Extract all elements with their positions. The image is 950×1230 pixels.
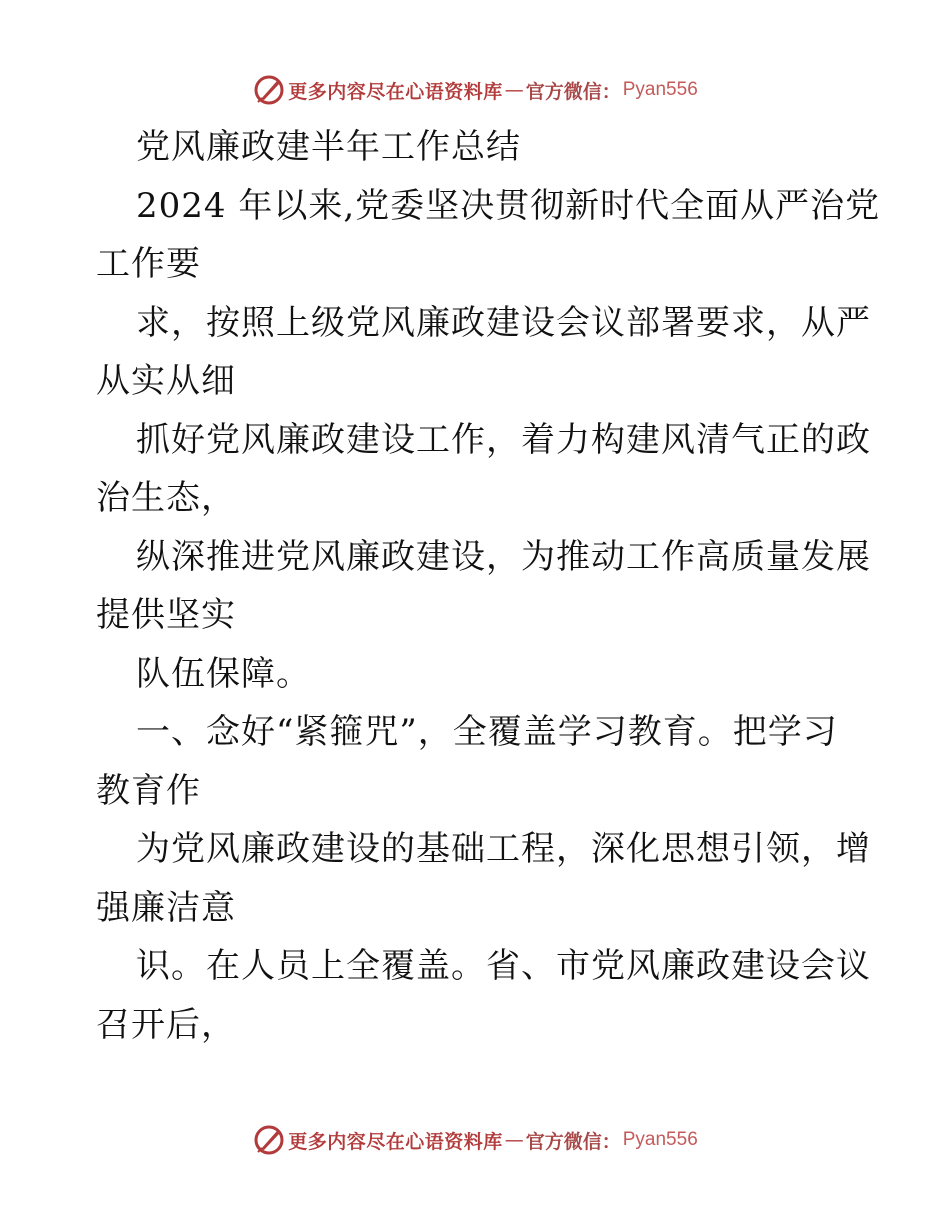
watermark-footer [0, 1120, 950, 1160]
paragraph-line: 识。在人员上全覆盖。省、市党风廉政建设会议 [136, 946, 871, 986]
watermark-id: Pyan556 [622, 79, 698, 100]
paragraph-line: 求，按照上级党风廉政建设会议部署要求，从严 [136, 302, 871, 343]
watermark-text: 更多内容尽在心语资料库 [288, 1130, 503, 1153]
section-heading-line: 一、念好“紧箍咒”，全覆盖学习教育。把学习 [136, 712, 838, 752]
paragraph-line: 召开后， [96, 1004, 236, 1045]
watermark-label: 官方微信： [525, 80, 621, 103]
paragraph-line: 抓好党风廉政建设工作，着力构建风清气正的政 [136, 419, 871, 460]
paragraph-line: 工作要 [96, 244, 201, 284]
paragraph-line: 纵深推进党风廉政建设，为推动工作高质量发展 [136, 536, 871, 577]
paragraph-line: 教育作 [96, 770, 201, 811]
document-body [96, 118, 881, 1054]
paragraph-line: 从实从细 [96, 361, 236, 401]
watermark-dash: — [504, 79, 524, 101]
watermark-header [0, 70, 950, 110]
paragraph-line: 为党风廉政建设的基础工程，深化思想引领，增 [136, 829, 871, 869]
paragraph-line: 队伍保障。 [136, 653, 311, 694]
paragraph-line: 2024 年以来,党委坚决贯彻新时代全面从严治党 [136, 185, 881, 226]
paragraph-line: 提供坚实 [96, 595, 236, 635]
quill-pen-logo-icon [252, 1123, 286, 1157]
watermark-dash: — [504, 1129, 524, 1151]
document-title: 党风廉政建半年工作总结 [136, 127, 521, 167]
watermark-label: 官方微信： [525, 1130, 621, 1153]
watermark-text: 更多内容尽在心语资料库 [288, 80, 503, 103]
paragraph-line: 治生态， [96, 478, 236, 518]
paragraph-line: 强廉洁意 [96, 887, 236, 928]
quill-pen-logo-icon [252, 73, 286, 107]
watermark-id: Pyan556 [622, 1129, 698, 1150]
